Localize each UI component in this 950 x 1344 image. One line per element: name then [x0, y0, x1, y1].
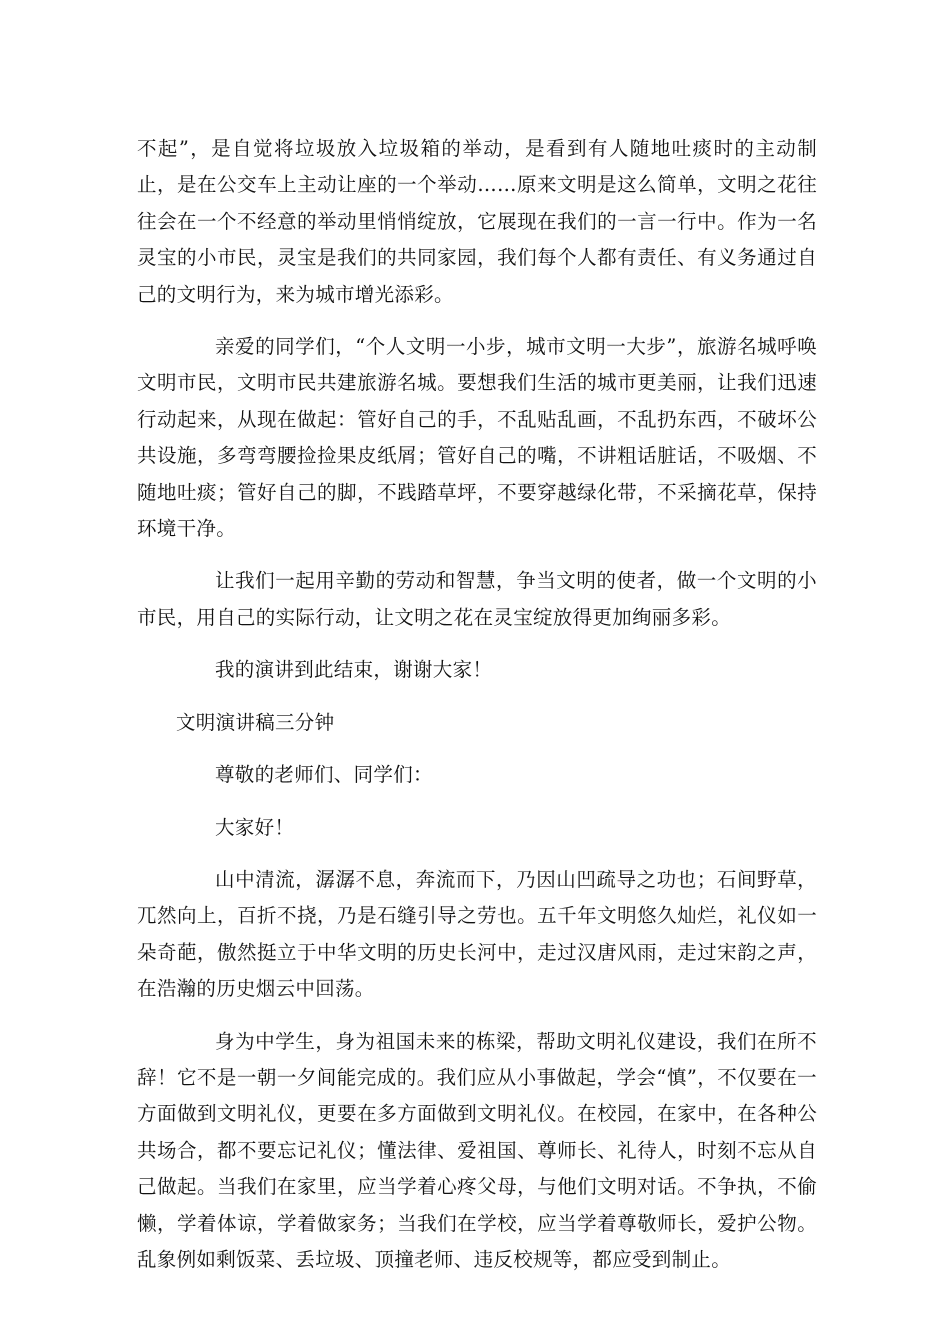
paragraph-1: 不起”，是自觉将垃圾放入垃圾箱的举动，是看到有人随地吐痰时的主动制止，是在公交车上主动让座的一个举动……原来文明是这么简单，文明之花往往会在一个不经意的举动里悄悄绽放，它展现在我们的一言一行中。作为一名灵宝的小市民，灵宝是我们的共同家园，我们每个人都有责任、有义务通过自己的文明行为，来为城市增光添彩。 [137, 137, 817, 306]
salutation: 尊敬的老师们、同学们： [215, 763, 433, 787]
document-page [137, 131, 817, 1278]
paragraph-5: 身为中学生，身为祖国未来的栋梁，帮助文明礼仪建设，我们在所不辞！它不是一朝一夕间能完成的。我们应从小事做起，学会“慎”，不仅要在一方面做到文明礼仪，更要在多方面做到文明礼仪。在校园，在家中，在各种公共场合，都不要忘记礼仪；懂法律、爱祖国、尊师长、礼待人，时刻不忘从自己做起。当我们在家里，应当学着心疼父母，与他们文明对话。不争执，不偷懒，学着体谅，学着做家务；当我们在学校，应当学着尊敬师长，爱护公物。乱象例如剩饭菜、丢垃圾、顶撞老师、违反校规等，都应受到制止。 [137, 1029, 817, 1271]
paragraph-3: 让我们一起用辛勤的劳动和智慧，争当文明的使者，做一个文明的小市民，用自己的实际行动，让文明之花在灵宝绽放得更加绚丽多彩。 [137, 569, 817, 629]
greeting: 大家好！ [215, 815, 295, 839]
closing-line: 我的演讲到此结束，谢谢大家！ [215, 658, 493, 682]
paragraph-2: 亲爱的同学们，“个人文明一小步，城市文明一大步”，旅游名城呼唤文明市民，文明市民共建旅游名城。要想我们生活的城市更美丽，让我们迅速行动起来，从现在做起：管好自己的手，不乱贴乱画，不乱扔东西，不破坏公共设施，多弯弯腰捡捡果皮纸屑；管好自己的嘴，不讲粗话脏话，不吸烟、不随地吐痰；管好自己的脚，不践踏草坪，不要穿越绿化带，不采摘花草，保持环境干净。 [137, 335, 817, 541]
section-title: 文明演讲稿三分钟 [176, 710, 335, 734]
paragraph-4: 山中清流，潺潺不息，奔流而下，乃因山凹疏导之功也；石间野草，兀然向上，百折不挠，乃是石缝引导之劳也。五千年文明悠久灿烂，礼仪如一朵奇葩，傲然挺立于中华文明的历史长河中，走过汉唐风雨，走过宋韵之声，在浩瀚的历史烟云中回荡。 [137, 867, 817, 1001]
